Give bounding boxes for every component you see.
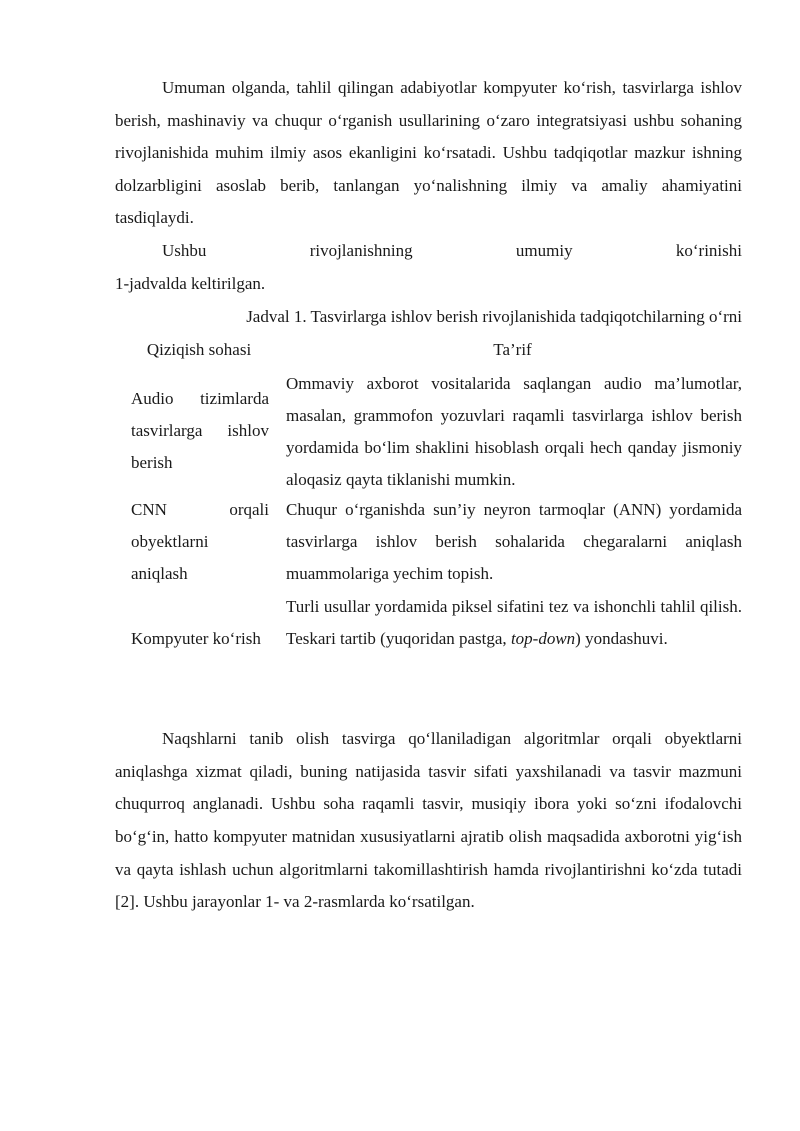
table-cell-description: Chuqur o‘rganishda sun’iy neyron tarmoqlar (ANN) yordamida tasvirlarga ishlov berish sohalarida chegaralarni aniqlash muammolariga yechim topish.: [286, 500, 742, 584]
spacer: [115, 687, 742, 723]
paragraph-pattern-recognition: Naqshlarni tanib olish tasvirga qo‘llaniladigan algoritmlar orqali obyektlarni aniqlashga xizmat qiladi, buning natijasida tasvir sifati yaxshilanadi va tasvir mazmuni chuqurroq anglanadi. Ushbu soha raqamli tasvir, musiqiy ibora yoki so‘zni ifodalovchi bo‘g‘in, hatto kompyuter matnidan xususiyatlarni ajratib olish maqsadida axborotni yig‘ish va qayta ishlash uchun algoritmlarni takomillashtirish hamda rivojlantirishni ko‘zda tutadi [2]. Ushbu jarayonlar 1- va 2-rasmlarda ko‘rsatilgan.: [115, 729, 742, 912]
table-caption: Jadval 1. Tasvirlarga ishlov berish rivojlanishida tadqiqotchilarning o‘rni: [246, 307, 742, 327]
table-cell-area-text: Kompyuter ko‘rish: [131, 629, 261, 649]
description-text: Turli usullar yordamida piksel sifatini tez va ishonchli tahlil qilish. Teskari tartib (yuqoridan pastga,: [286, 597, 742, 649]
table-row: [115, 368, 742, 494]
paragraph-overview-line2: 1-jadvalda keltirilgan.: [115, 273, 266, 293]
table-header-description: Ta’rif: [493, 340, 532, 360]
table-cell-area: [131, 494, 269, 591]
document-page: [115, 72, 742, 919]
table-cell-area-text: CNN orqali obyektlarni aniqlash: [131, 500, 269, 584]
table-cell-area: [131, 591, 269, 687]
research-table: [115, 332, 742, 687]
paragraph-overview-line1: Ushbu rivojlanishning umumiy ko‘rinishi: [162, 240, 742, 260]
table-header-row: [115, 332, 742, 368]
table-cell-area: [131, 368, 269, 494]
description-text-end: ) yondashuvi.: [575, 629, 668, 649]
table-row: [115, 494, 742, 591]
description-italic-term: top-down: [510, 629, 576, 649]
table-cell-description: [286, 591, 742, 687]
table-row: [115, 591, 742, 687]
table-header-area: Qiziqish sohasi: [146, 340, 252, 360]
table-cell-description: Ommaviy axborot vositalarida saqlangan audio ma’lumotlar, masalan, grammofon yozuvlari raqamli tasvirlarga ishlov berish yordamida bo‘lim shaklini hisoblash orqali hech qanday jismoniy aloqasiz qayta tiklanishi mumkin.: [286, 374, 742, 490]
paragraph-intro: Umuman olganda, tahlil qilingan adabiyotlar kompyuter ko‘rish, tasvirlarga ishlov berish, mashinaviy va chuqur o‘rganish usullarining o‘zaro integratsiyasi ushbu sohaning rivojlanishida muhim ilmiy asos ekanligini ko‘rsatadi. Ushbu tadqiqotlar mazkur ishning dolzarbligini asoslab berib, tanlangan yo‘nalishning ilmiy va amaliy ahamiyatini tasdiqlaydi.: [115, 78, 742, 228]
table-cell-area-text: Audio tizimlarda tasvirlarga ishlov berish: [131, 389, 269, 473]
